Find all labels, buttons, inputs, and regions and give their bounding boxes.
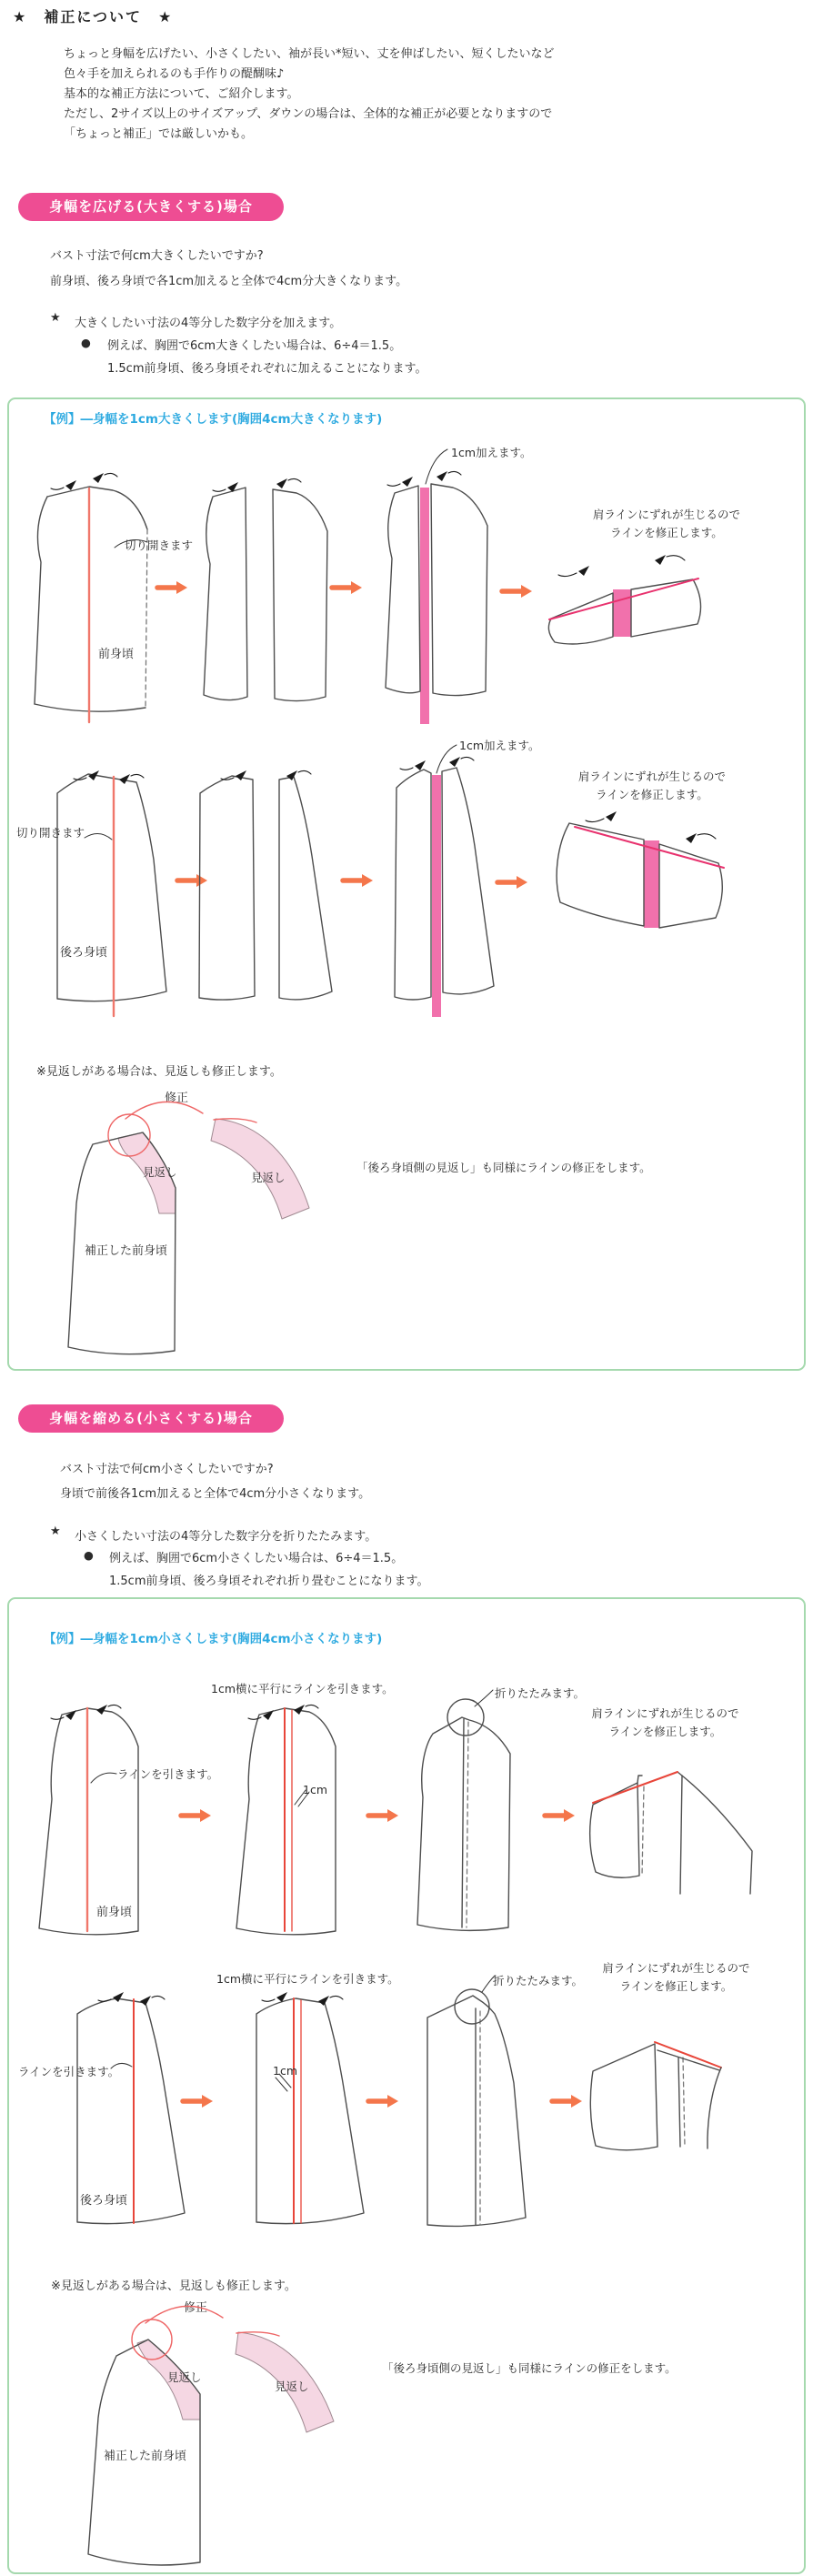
step-arrow-icon <box>329 579 364 597</box>
step-arrow-icon <box>178 1806 213 1825</box>
front-bodice-split-diagram <box>202 469 334 715</box>
facing-label: 見返し <box>275 2380 309 2393</box>
intro-line: 色々手を加えられるのも手作りの醍醐味♪ <box>64 67 285 81</box>
step-arrow-icon <box>542 1806 577 1825</box>
shoulder-note-line2: ラインを修正します。 <box>610 526 723 539</box>
step-arrow-icon <box>499 582 534 600</box>
back-facing-note: 「後ろ身頃側の見返し」も同様にラインの修正をします。 <box>356 1161 651 1174</box>
back-bodice-split-diagram <box>196 769 341 1005</box>
shoulder-correction-note <box>587 1959 765 1996</box>
fixed-front-label: 補正した前身頃 <box>85 1244 168 1258</box>
shoulder-note-line2: ラインを修正します。 <box>596 788 708 801</box>
intro-line: ちょっと身幅を広げたい、小さくしたい、袖が長い*短い、丈を伸ばしたい、短くしたいなど <box>64 47 555 61</box>
add-1cm-label: 1cm加えます。 <box>451 446 532 459</box>
back-bodice-label: 後ろ身頃 <box>80 2194 128 2208</box>
back-facing-note: 「後ろ身頃側の見返し」も同様にラインの修正をします。 <box>382 2361 677 2375</box>
step-arrow-icon <box>180 2092 215 2110</box>
one-cm-label: 1cm <box>273 2064 298 2078</box>
intro-line: 基本的な補正方法について、ご紹介します。 <box>64 87 299 101</box>
back-shoulder-correction-diagram <box>544 810 758 941</box>
front-bodice-cut-diagram <box>25 466 162 730</box>
fold-label: 折りたたみます。 <box>493 1974 584 1987</box>
shoulder-note-line1: 肩ラインにずれが生じるので <box>591 1706 739 1720</box>
parallel-line-label: 1cm横に平行にラインを引きます。 <box>211 1682 394 1696</box>
widen-example-line2: 1.5cm前身頃、後ろ身頃それぞれに加えることになります。 <box>107 362 427 376</box>
page-title: ★ 補正について ★ <box>13 8 174 25</box>
draw-line-label: ラインを引きます。 <box>18 2065 120 2078</box>
widen-lead-line: バスト寸法で何cm大きくしたいですか? <box>50 249 264 263</box>
dot-bullet-icon: ● <box>81 336 91 349</box>
add-1cm-label: 1cm加えます。 <box>459 739 540 752</box>
shoulder-correction-note <box>557 768 748 804</box>
shoulder-note-line1: 肩ラインにずれが生じるので <box>592 508 741 521</box>
narrow-lead-line: 身頃で前後各1cm加えると全体で4cm分小さくなります。 <box>60 1487 371 1501</box>
facing-note: ※見返しがある場合は、見返しも修正します。 <box>36 1065 282 1079</box>
example-box-widen-title: 【例】―身幅を1cm大きくします(胸囲4cm大きくなります) <box>44 412 383 427</box>
front-bodice-insert-strip-diagram <box>380 435 507 735</box>
facing-note: ※見返しがある場合は、見返しも修正します。 <box>51 2279 296 2293</box>
front-bodice-folded-diagram <box>407 1696 530 1941</box>
step-arrow-icon <box>366 2092 400 2110</box>
star-bullet-icon: ★ <box>50 1524 61 1538</box>
shoulder-note-line2: ラインを修正します。 <box>608 1725 722 1738</box>
step-arrow-icon <box>340 871 375 890</box>
step-arrow-icon <box>366 1806 400 1825</box>
widen-star-note: 大きくしたい寸法の4等分した数字分を加えます。 <box>75 317 342 330</box>
step-arrow-icon <box>155 579 189 597</box>
shoulder-note-line1: 肩ラインにずれが生じるので <box>602 1961 750 1975</box>
draw-line-label: ラインを引きます。 <box>117 1767 219 1781</box>
widen-lead-line: 前身頃、後ろ身頃で各1cm加えると全体で4cm分大きくなります。 <box>50 275 408 288</box>
intro-line: ただし、2サイズ以上のサイズアップ、ダウンの場合は、全体的な補正が必要となりますので <box>64 107 553 121</box>
facing-correction-diagram <box>64 1081 346 1364</box>
facing-label: 見返し <box>167 2370 202 2384</box>
narrow-star-note: 小さくしたい寸法の4等分した数字分を折りたたみます。 <box>75 1530 377 1544</box>
front-shoulder-correction-diagram <box>580 1748 767 1903</box>
step-arrow-icon <box>495 873 529 891</box>
example-box-narrow-title: 【例】―身幅を1cm小さくします(胸囲4cm小さくなります) <box>44 1632 383 1646</box>
narrow-example-line2: 1.5cm前身頃、後ろ身頃それぞれ折り畳むことになります。 <box>109 1575 429 1588</box>
back-shoulder-correction-diagram <box>585 2030 758 2162</box>
fold-label: 折りたたみます。 <box>495 1686 586 1700</box>
section-banner-narrow: 身幅を縮める(小さくする)場合 <box>18 1404 284 1433</box>
step-arrow-icon <box>549 2092 584 2110</box>
intro-line: 「ちょっと補正」では厳しいかも。 <box>64 127 254 141</box>
back-bodice-label: 後ろ身頃 <box>60 946 108 960</box>
cut-open-label: 切り開きます <box>125 538 194 552</box>
parallel-line-label: 1cm横に平行にラインを引きます。 <box>216 1972 399 1986</box>
back-bodice-cut-diagram <box>41 767 182 1026</box>
star-bullet-icon: ★ <box>50 311 61 325</box>
section-banner-widen: 身幅を広げる(大きくする)場合 <box>18 193 284 221</box>
facing-label: 見返し <box>251 1171 286 1184</box>
one-cm-label: 1cm <box>303 1783 328 1796</box>
fix-label: 修正 <box>165 1092 189 1105</box>
shoulder-note-line2: ラインを修正します。 <box>619 1979 733 1993</box>
front-bodice-parallel-lines-diagram <box>227 1701 355 1939</box>
shoulder-correction-note <box>577 1705 754 1741</box>
front-shoulder-correction-diagram <box>544 537 767 682</box>
dot-bullet-icon: ● <box>84 1548 94 1562</box>
cut-open-label: 切り開きます <box>16 826 85 840</box>
narrow-lead-line: バスト寸法で何cm小さくしたいですか? <box>60 1463 274 1476</box>
front-bodice-label: 前身頃 <box>98 648 135 661</box>
front-bodice-label: 前身頃 <box>96 1906 133 1919</box>
back-bodice-folded-diagram <box>407 1974 544 2238</box>
back-bodice-parallel-lines-diagram <box>238 1994 370 2239</box>
facing-correction-diagram <box>77 2290 359 2574</box>
narrow-example-line1: 例えば、胸囲で6cm小さくしたい場合は、6÷4＝1.5。 <box>109 1552 404 1565</box>
fix-label: 修正 <box>184 2301 208 2315</box>
facing-label: 見返し <box>143 1165 177 1179</box>
widen-example-line1: 例えば、胸囲で6cm大きくしたい場合は、6÷4＝1.5。 <box>107 339 402 353</box>
shoulder-note-line1: 肩ラインにずれが生じるので <box>577 770 727 783</box>
fixed-front-label: 補正した前身頃 <box>104 2450 187 2463</box>
